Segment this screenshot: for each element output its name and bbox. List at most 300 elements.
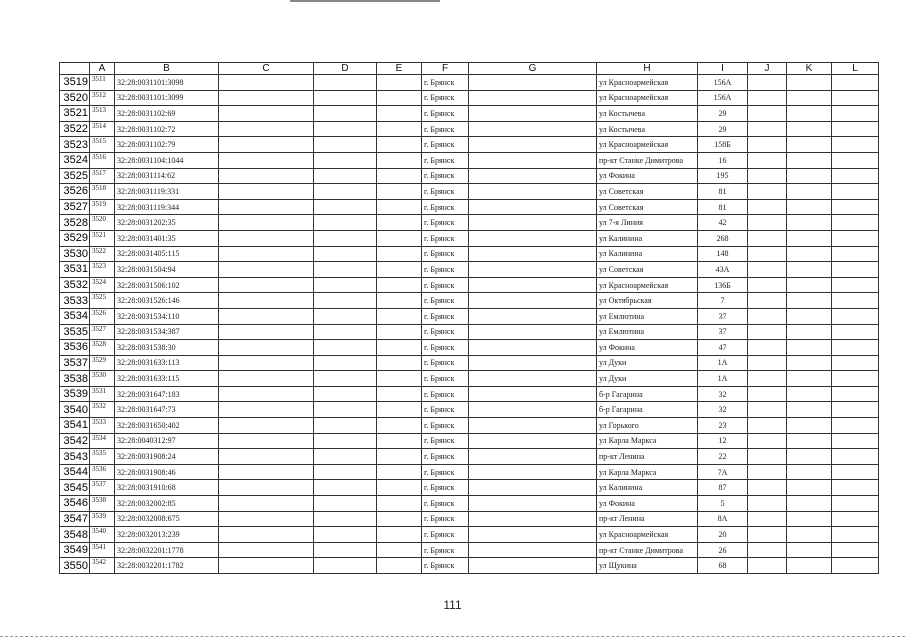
row-number[interactable]: 3535	[60, 324, 90, 340]
cell-i[interactable]: 12	[698, 433, 748, 449]
cell-d[interactable]	[314, 121, 377, 137]
cell-g[interactable]	[469, 527, 597, 543]
cell-b[interactable]: 32:28:0040312:97	[115, 433, 219, 449]
cell-d[interactable]	[314, 152, 377, 168]
cell-d[interactable]	[314, 199, 377, 215]
row-number[interactable]: 3541	[60, 418, 90, 434]
cell-j[interactable]	[748, 168, 787, 184]
cell-j[interactable]	[748, 480, 787, 496]
cell-e[interactable]	[377, 184, 422, 200]
cell-b[interactable]: 32:28:0031633:115	[115, 371, 219, 387]
cell-k[interactable]	[787, 75, 832, 91]
cell-j[interactable]	[748, 184, 787, 200]
cell-i[interactable]: 32	[698, 386, 748, 402]
cell-j[interactable]	[748, 152, 787, 168]
cell-j[interactable]	[748, 418, 787, 434]
cell-e[interactable]	[377, 308, 422, 324]
row-number[interactable]: 3521	[60, 106, 90, 122]
cell-a[interactable]: 3536	[90, 464, 115, 480]
row-number[interactable]: 3525	[60, 168, 90, 184]
cell-c[interactable]	[219, 277, 314, 293]
cell-d[interactable]	[314, 464, 377, 480]
cell-k[interactable]	[787, 121, 832, 137]
cell-b[interactable]: 32:28:0031908:46	[115, 464, 219, 480]
cell-c[interactable]	[219, 511, 314, 527]
row-number[interactable]: 3538	[60, 371, 90, 387]
cell-i[interactable]: 81	[698, 184, 748, 200]
cell-i[interactable]: 148	[698, 246, 748, 262]
cell-k[interactable]	[787, 542, 832, 558]
row-number[interactable]: 3531	[60, 262, 90, 278]
cell-l[interactable]	[832, 75, 879, 91]
cell-h[interactable]: ул Емлютина	[597, 324, 698, 340]
cell-j[interactable]	[748, 215, 787, 231]
cell-a[interactable]: 3524	[90, 277, 115, 293]
cell-j[interactable]	[748, 324, 787, 340]
cell-k[interactable]	[787, 449, 832, 465]
cell-h[interactable]: ул Горького	[597, 418, 698, 434]
cell-g[interactable]	[469, 293, 597, 309]
cell-g[interactable]	[469, 184, 597, 200]
cell-e[interactable]	[377, 293, 422, 309]
cell-c[interactable]	[219, 371, 314, 387]
cell-f[interactable]: г. Брянск	[422, 496, 469, 512]
cell-b[interactable]: 32:28:0031119:344	[115, 199, 219, 215]
cell-b[interactable]: 32:28:0032013:239	[115, 527, 219, 543]
cell-i[interactable]: 87	[698, 480, 748, 496]
cell-f[interactable]: г. Брянск	[422, 152, 469, 168]
cell-j[interactable]	[748, 433, 787, 449]
cell-f[interactable]: г. Брянск	[422, 308, 469, 324]
row-number[interactable]: 3526	[60, 184, 90, 200]
cell-e[interactable]	[377, 121, 422, 137]
cell-i[interactable]: 29	[698, 121, 748, 137]
cell-a[interactable]: 3541	[90, 542, 115, 558]
cell-f[interactable]: г. Брянск	[422, 371, 469, 387]
cell-c[interactable]	[219, 121, 314, 137]
cell-k[interactable]	[787, 418, 832, 434]
cell-a[interactable]: 3539	[90, 511, 115, 527]
cell-c[interactable]	[219, 355, 314, 371]
cell-k[interactable]	[787, 324, 832, 340]
cell-g[interactable]	[469, 433, 597, 449]
column-header-b[interactable]: B	[115, 63, 219, 75]
cell-k[interactable]	[787, 496, 832, 512]
cell-a[interactable]: 3532	[90, 402, 115, 418]
cell-d[interactable]	[314, 324, 377, 340]
cell-g[interactable]	[469, 230, 597, 246]
cell-g[interactable]	[469, 340, 597, 356]
cell-a[interactable]: 3520	[90, 215, 115, 231]
cell-b[interactable]: 32:28:0031526:146	[115, 293, 219, 309]
cell-a[interactable]: 3517	[90, 168, 115, 184]
cell-a[interactable]: 3530	[90, 371, 115, 387]
cell-f[interactable]: г. Брянск	[422, 480, 469, 496]
cell-h[interactable]: ул Емлютина	[597, 308, 698, 324]
cell-i[interactable]: 8А	[698, 511, 748, 527]
cell-k[interactable]	[787, 262, 832, 278]
row-number[interactable]: 3547	[60, 511, 90, 527]
cell-j[interactable]	[748, 262, 787, 278]
cell-l[interactable]	[832, 433, 879, 449]
cell-h[interactable]: ул Дуки	[597, 355, 698, 371]
cell-g[interactable]	[469, 199, 597, 215]
cell-k[interactable]	[787, 137, 832, 153]
row-number[interactable]: 3537	[60, 355, 90, 371]
cell-b[interactable]: 32:28:0032002:85	[115, 496, 219, 512]
cell-j[interactable]	[748, 386, 787, 402]
cell-i[interactable]: 7А	[698, 464, 748, 480]
cell-a[interactable]: 3521	[90, 230, 115, 246]
cell-l[interactable]	[832, 184, 879, 200]
cell-l[interactable]	[832, 402, 879, 418]
cell-c[interactable]	[219, 308, 314, 324]
cell-e[interactable]	[377, 402, 422, 418]
cell-l[interactable]	[832, 386, 879, 402]
cell-d[interactable]	[314, 308, 377, 324]
cell-l[interactable]	[832, 121, 879, 137]
row-number[interactable]: 3543	[60, 449, 90, 465]
cell-l[interactable]	[832, 277, 879, 293]
cell-h[interactable]: ул Карла Маркса	[597, 464, 698, 480]
cell-h[interactable]: ул Красноармейская	[597, 527, 698, 543]
cell-b[interactable]: 32:28:0031647:73	[115, 402, 219, 418]
cell-h[interactable]: ул Карла Маркса	[597, 433, 698, 449]
cell-c[interactable]	[219, 246, 314, 262]
cell-g[interactable]	[469, 558, 597, 574]
cell-b[interactable]: 32:28:0031633:113	[115, 355, 219, 371]
cell-k[interactable]	[787, 433, 832, 449]
cell-l[interactable]	[832, 137, 879, 153]
cell-j[interactable]	[748, 230, 787, 246]
cell-e[interactable]	[377, 277, 422, 293]
cell-i[interactable]: 195	[698, 168, 748, 184]
row-number[interactable]: 3548	[60, 527, 90, 543]
cell-k[interactable]	[787, 480, 832, 496]
row-number[interactable]: 3529	[60, 230, 90, 246]
cell-f[interactable]: г. Брянск	[422, 418, 469, 434]
cell-e[interactable]	[377, 152, 422, 168]
cell-a[interactable]: 3518	[90, 184, 115, 200]
cell-b[interactable]: 32:28:0031647:183	[115, 386, 219, 402]
cell-d[interactable]	[314, 106, 377, 122]
cell-a[interactable]: 3529	[90, 355, 115, 371]
cell-g[interactable]	[469, 246, 597, 262]
cell-k[interactable]	[787, 558, 832, 574]
cell-b[interactable]: 32:28:0031202:35	[115, 215, 219, 231]
cell-i[interactable]: 156А	[698, 75, 748, 91]
cell-f[interactable]: г. Брянск	[422, 340, 469, 356]
row-number[interactable]: 3527	[60, 199, 90, 215]
cell-e[interactable]	[377, 324, 422, 340]
cell-d[interactable]	[314, 75, 377, 91]
cell-e[interactable]	[377, 75, 422, 91]
cell-j[interactable]	[748, 511, 787, 527]
cell-j[interactable]	[748, 308, 787, 324]
cell-d[interactable]	[314, 418, 377, 434]
cell-f[interactable]: г. Брянск	[422, 277, 469, 293]
cell-j[interactable]	[748, 542, 787, 558]
cell-i[interactable]: 5	[698, 496, 748, 512]
cell-a[interactable]: 3542	[90, 558, 115, 574]
cell-e[interactable]	[377, 480, 422, 496]
cell-g[interactable]	[469, 355, 597, 371]
row-number[interactable]: 3524	[60, 152, 90, 168]
cell-j[interactable]	[748, 355, 787, 371]
cell-j[interactable]	[748, 90, 787, 106]
cell-k[interactable]	[787, 527, 832, 543]
cell-d[interactable]	[314, 340, 377, 356]
cell-d[interactable]	[314, 215, 377, 231]
cell-g[interactable]	[469, 215, 597, 231]
cell-h[interactable]: ул Дуки	[597, 371, 698, 387]
cell-l[interactable]	[832, 340, 879, 356]
cell-h[interactable]: б-р Гагарина	[597, 386, 698, 402]
cell-e[interactable]	[377, 464, 422, 480]
cell-g[interactable]	[469, 449, 597, 465]
cell-c[interactable]	[219, 106, 314, 122]
row-number[interactable]: 3536	[60, 340, 90, 356]
row-number[interactable]: 3522	[60, 121, 90, 137]
cell-i[interactable]: 16	[698, 152, 748, 168]
cell-h[interactable]: ул Костычева	[597, 121, 698, 137]
row-number[interactable]: 3545	[60, 480, 90, 496]
cell-c[interactable]	[219, 542, 314, 558]
cell-d[interactable]	[314, 277, 377, 293]
cell-k[interactable]	[787, 168, 832, 184]
cell-i[interactable]: 37	[698, 324, 748, 340]
cell-k[interactable]	[787, 277, 832, 293]
cell-c[interactable]	[219, 558, 314, 574]
cell-j[interactable]	[748, 340, 787, 356]
cell-g[interactable]	[469, 402, 597, 418]
column-header-k[interactable]: K	[787, 63, 832, 75]
cell-i[interactable]: 136Б	[698, 277, 748, 293]
column-header-f[interactable]: F	[422, 63, 469, 75]
cell-f[interactable]: г. Брянск	[422, 324, 469, 340]
row-number[interactable]: 3539	[60, 386, 90, 402]
cell-d[interactable]	[314, 402, 377, 418]
cell-i[interactable]: 158Б	[698, 137, 748, 153]
cell-e[interactable]	[377, 418, 422, 434]
cell-i[interactable]: 1А	[698, 371, 748, 387]
cell-a[interactable]: 3511	[90, 75, 115, 91]
row-number[interactable]: 3540	[60, 402, 90, 418]
cell-b[interactable]: 32:28:0032201:1778	[115, 542, 219, 558]
row-number[interactable]: 3549	[60, 542, 90, 558]
cell-d[interactable]	[314, 371, 377, 387]
cell-k[interactable]	[787, 106, 832, 122]
cell-j[interactable]	[748, 558, 787, 574]
cell-a[interactable]: 3527	[90, 324, 115, 340]
cell-e[interactable]	[377, 90, 422, 106]
cell-j[interactable]	[748, 402, 787, 418]
cell-g[interactable]	[469, 308, 597, 324]
cell-i[interactable]: 42	[698, 215, 748, 231]
cell-b[interactable]: 32:28:0031104:1044	[115, 152, 219, 168]
cell-l[interactable]	[832, 293, 879, 309]
cell-c[interactable]	[219, 262, 314, 278]
cell-c[interactable]	[219, 464, 314, 480]
cell-k[interactable]	[787, 371, 832, 387]
cell-f[interactable]: г. Брянск	[422, 402, 469, 418]
cell-h[interactable]: ул Красноармейская	[597, 75, 698, 91]
cell-h[interactable]: ул Красноармейская	[597, 90, 698, 106]
cell-f[interactable]: г. Брянск	[422, 527, 469, 543]
cell-g[interactable]	[469, 371, 597, 387]
cell-e[interactable]	[377, 558, 422, 574]
cell-b[interactable]: 32:28:0031119:331	[115, 184, 219, 200]
cell-l[interactable]	[832, 246, 879, 262]
cell-e[interactable]	[377, 199, 422, 215]
cell-k[interactable]	[787, 511, 832, 527]
cell-c[interactable]	[219, 340, 314, 356]
cell-g[interactable]	[469, 464, 597, 480]
cell-b[interactable]: 32:28:0031534:387	[115, 324, 219, 340]
cell-h[interactable]: ул Калинина	[597, 480, 698, 496]
cell-h[interactable]: б-р Гагарина	[597, 402, 698, 418]
cell-a[interactable]: 3534	[90, 433, 115, 449]
cell-j[interactable]	[748, 246, 787, 262]
cell-d[interactable]	[314, 230, 377, 246]
cell-g[interactable]	[469, 106, 597, 122]
cell-l[interactable]	[832, 230, 879, 246]
cell-d[interactable]	[314, 184, 377, 200]
cell-l[interactable]	[832, 90, 879, 106]
cell-e[interactable]	[377, 542, 422, 558]
cell-l[interactable]	[832, 152, 879, 168]
cell-l[interactable]	[832, 464, 879, 480]
cell-b[interactable]: 32:28:0031650:402	[115, 418, 219, 434]
column-header-e[interactable]: E	[377, 63, 422, 75]
cell-h[interactable]: пр-кт Ленина	[597, 511, 698, 527]
cell-h[interactable]: пр-кт Станке Димитрова	[597, 542, 698, 558]
cell-d[interactable]	[314, 527, 377, 543]
cell-f[interactable]: г. Брянск	[422, 246, 469, 262]
cell-l[interactable]	[832, 511, 879, 527]
cell-l[interactable]	[832, 262, 879, 278]
cell-a[interactable]: 3513	[90, 106, 115, 122]
cell-g[interactable]	[469, 152, 597, 168]
cell-k[interactable]	[787, 464, 832, 480]
cell-l[interactable]	[832, 418, 879, 434]
cell-g[interactable]	[469, 324, 597, 340]
cell-f[interactable]: г. Брянск	[422, 137, 469, 153]
cell-j[interactable]	[748, 293, 787, 309]
column-header-i[interactable]: I	[698, 63, 748, 75]
cell-b[interactable]: 32:28:0031101:3099	[115, 90, 219, 106]
cell-c[interactable]	[219, 418, 314, 434]
cell-f[interactable]: г. Брянск	[422, 230, 469, 246]
cell-l[interactable]	[832, 449, 879, 465]
cell-j[interactable]	[748, 464, 787, 480]
cell-f[interactable]: г. Брянск	[422, 215, 469, 231]
cell-i[interactable]: 7	[698, 293, 748, 309]
cell-a[interactable]: 3526	[90, 308, 115, 324]
cell-b[interactable]: 32:28:0031534:110	[115, 308, 219, 324]
column-header-c[interactable]: C	[219, 63, 314, 75]
cell-h[interactable]: ул Калинина	[597, 246, 698, 262]
cell-f[interactable]: г. Брянск	[422, 433, 469, 449]
column-header-a[interactable]: A	[90, 63, 115, 75]
cell-j[interactable]	[748, 449, 787, 465]
cell-i[interactable]: 268	[698, 230, 748, 246]
cell-f[interactable]: г. Брянск	[422, 449, 469, 465]
column-header-h[interactable]: H	[597, 63, 698, 75]
row-number[interactable]: 3550	[60, 558, 90, 574]
cell-j[interactable]	[748, 137, 787, 153]
cell-f[interactable]: г. Брянск	[422, 558, 469, 574]
cell-d[interactable]	[314, 355, 377, 371]
cell-d[interactable]	[314, 90, 377, 106]
column-header-d[interactable]: D	[314, 63, 377, 75]
cell-b[interactable]: 32:28:0031908:24	[115, 449, 219, 465]
cell-j[interactable]	[748, 106, 787, 122]
cell-i[interactable]: 29	[698, 106, 748, 122]
cell-f[interactable]: г. Брянск	[422, 199, 469, 215]
cell-a[interactable]: 3525	[90, 293, 115, 309]
cell-g[interactable]	[469, 480, 597, 496]
cell-f[interactable]: г. Брянск	[422, 511, 469, 527]
cell-g[interactable]	[469, 496, 597, 512]
cell-f[interactable]: г. Брянск	[422, 106, 469, 122]
cell-j[interactable]	[748, 199, 787, 215]
cell-e[interactable]	[377, 262, 422, 278]
cell-b[interactable]: 32:28:0031504:94	[115, 262, 219, 278]
cell-c[interactable]	[219, 433, 314, 449]
cell-a[interactable]: 3516	[90, 152, 115, 168]
cell-c[interactable]	[219, 230, 314, 246]
cell-j[interactable]	[748, 527, 787, 543]
cell-c[interactable]	[219, 184, 314, 200]
cell-e[interactable]	[377, 355, 422, 371]
cell-e[interactable]	[377, 496, 422, 512]
cell-h[interactable]: ул Фокина	[597, 496, 698, 512]
cell-b[interactable]: 32:28:0031102:69	[115, 106, 219, 122]
cell-h[interactable]: ул Советская	[597, 184, 698, 200]
column-header-j[interactable]: J	[748, 63, 787, 75]
cell-l[interactable]	[832, 542, 879, 558]
cell-k[interactable]	[787, 355, 832, 371]
cell-l[interactable]	[832, 308, 879, 324]
cell-k[interactable]	[787, 184, 832, 200]
row-number[interactable]: 3533	[60, 293, 90, 309]
cell-h[interactable]: ул Щукина	[597, 558, 698, 574]
cell-f[interactable]: г. Брянск	[422, 293, 469, 309]
row-number[interactable]: 3542	[60, 433, 90, 449]
cell-a[interactable]: 3515	[90, 137, 115, 153]
row-number[interactable]: 3546	[60, 496, 90, 512]
cell-c[interactable]	[219, 293, 314, 309]
cell-e[interactable]	[377, 511, 422, 527]
cell-d[interactable]	[314, 480, 377, 496]
cell-h[interactable]: ул Красноармейская	[597, 137, 698, 153]
cell-h[interactable]: пр-кт Ленина	[597, 449, 698, 465]
cell-d[interactable]	[314, 496, 377, 512]
row-number[interactable]: 3530	[60, 246, 90, 262]
cell-a[interactable]: 3538	[90, 496, 115, 512]
cell-b[interactable]: 32:28:0031405:115	[115, 246, 219, 262]
cell-e[interactable]	[377, 246, 422, 262]
cell-e[interactable]	[377, 433, 422, 449]
cell-k[interactable]	[787, 246, 832, 262]
cell-g[interactable]	[469, 75, 597, 91]
cell-i[interactable]: 37	[698, 308, 748, 324]
row-number[interactable]: 3544	[60, 464, 90, 480]
cell-d[interactable]	[314, 386, 377, 402]
cell-d[interactable]	[314, 511, 377, 527]
cell-l[interactable]	[832, 480, 879, 496]
